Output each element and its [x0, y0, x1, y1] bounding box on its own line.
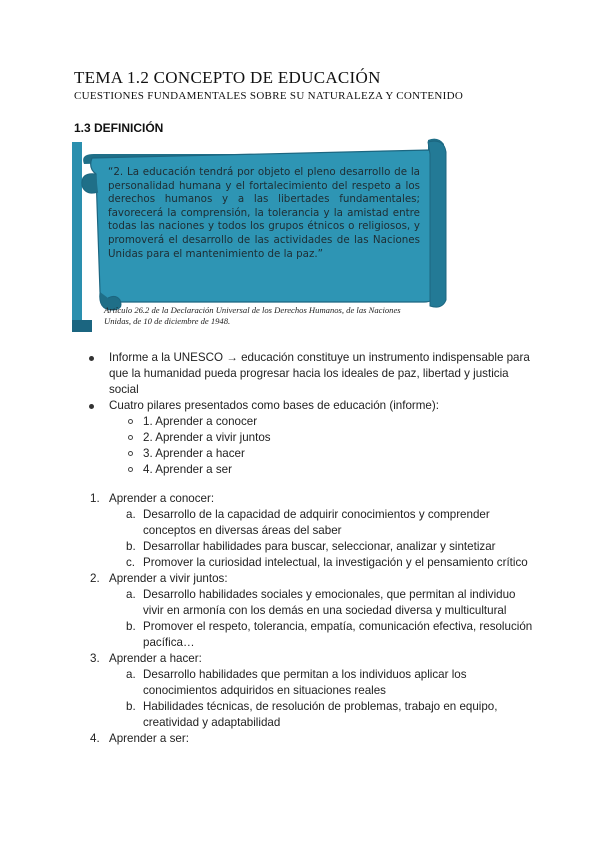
item-title: Aprender a hacer: — [109, 652, 202, 665]
numbered-item — [88, 571, 538, 587]
pillar-text: 3. Aprender a hacer — [143, 447, 245, 460]
scroll-left-curl — [82, 174, 98, 193]
numbered-item — [88, 651, 538, 667]
numbered-item — [88, 491, 538, 507]
hollow-bullet-icon — [128, 451, 133, 456]
item-text: Desarrollo de la capacidad de adquirir conocimientos y comprender conceptos en diversas áreas del saber — [143, 508, 490, 537]
hollow-bullet-icon — [128, 419, 133, 424]
item-text: Desarrollo habilidades que permitan a los individuos aplicar los conocimientos adquiridos en situaciones reales — [143, 668, 467, 697]
item-letter: b. — [126, 620, 136, 633]
pillar-item — [88, 462, 538, 478]
item-number: 4. — [90, 732, 100, 745]
numbered-list — [88, 491, 538, 747]
pillar-text: 4. Aprender a ser — [143, 463, 232, 476]
item-title: Aprender a vivir juntos: — [109, 572, 228, 585]
page-subtitle: CUESTIONES FUNDAMENTALES SOBRE SU NATURALEZA Y CONTENIDO — [74, 90, 464, 102]
item-letter: b. — [126, 700, 136, 713]
declaration-quote: “2. La educación tendrá por objeto el pleno desarrollo de la personalidad humana y el fortalecimiento del respeto a los derechos humanos y a las libertades fundamentales; favorecerá la comprensión, la tolerancia y la amistad entre todas las naciones y todos los grupos étnicos o religiosos, y promoverá el desarrollo de las actividades de las Naciones Unidas para el mantenimiento de la paz.” — [108, 166, 420, 260]
item-text: Promover el respeto, tolerancia, empatía, comunicación efectiva, resolución pacífica… — [143, 620, 533, 649]
lettered-item — [88, 619, 538, 651]
pillar-item — [88, 446, 538, 462]
item-letter: a. — [126, 508, 136, 521]
item-letter: a. — [126, 668, 136, 681]
item-text: Desarrollo habilidades sociales y emocionales, que permitan al individuo vivir en armonía con los demás en una sociedad diversa y multicultural — [143, 588, 516, 617]
bullet-dot-icon — [89, 404, 94, 409]
item-text: Habilidades técnicas, de resolución de problemas, trabajo en equipo, creatividad y adaptabilidad — [143, 700, 498, 729]
numbered-item — [88, 731, 538, 747]
scroll-left-strip — [72, 142, 82, 332]
lettered-item — [88, 699, 538, 731]
list-item — [88, 398, 538, 414]
pillar-text: 1. Aprender a conocer — [143, 415, 258, 428]
item-title: Aprender a conocer: — [109, 492, 215, 505]
item-number: 2. — [90, 572, 100, 585]
bullet-dot-icon — [89, 356, 94, 361]
lettered-item — [88, 667, 538, 699]
item-text: Promover la curiosidad intelectual, la investigación y el pensamiento crítico — [143, 556, 528, 569]
lettered-item — [88, 555, 538, 571]
item-letter: a. — [126, 588, 136, 601]
scroll-bottom-band — [72, 320, 92, 332]
page-title: TEMA 1.2 CONCEPTO DE EDUCACIÓN — [74, 68, 381, 87]
item-letter: b. — [126, 540, 136, 553]
section-heading: 1.3 DEFINICIÓN — [74, 121, 164, 135]
pillar-text: 2. Aprender a vivir juntos — [143, 431, 271, 444]
scroll-right-roll — [428, 141, 446, 307]
item-letter: c. — [126, 556, 136, 569]
item-text: Desarrollar habilidades para buscar, seleccionar, analizar y sintetizar — [143, 540, 496, 553]
lettered-item — [88, 539, 538, 555]
lettered-item — [88, 587, 538, 619]
bullet-list — [88, 350, 538, 478]
quote-caption: Artículo 26.2 de la Declaración Universal de los Derechos Humanos, de las Naciones Unidas, de 10 de diciembre de 1948. — [104, 305, 401, 326]
item-number: 3. — [90, 652, 100, 665]
item-title: Aprender a ser: — [109, 732, 189, 745]
list-item-text: Informe a la UNESCO → educación constituye un instrumento indispensable para que la humanidad pueda progresar hacia los ideales de paz, libertad y justicia social — [109, 351, 530, 396]
hollow-bullet-icon — [128, 435, 133, 440]
list-item-text: Cuatro pilares presentados como bases de educación (informe): — [109, 399, 439, 412]
lettered-item — [88, 507, 538, 539]
pillar-item — [88, 430, 538, 446]
list-item — [88, 350, 538, 398]
hollow-bullet-icon — [128, 467, 133, 472]
item-number: 1. — [90, 492, 100, 505]
pillar-item — [88, 414, 538, 430]
